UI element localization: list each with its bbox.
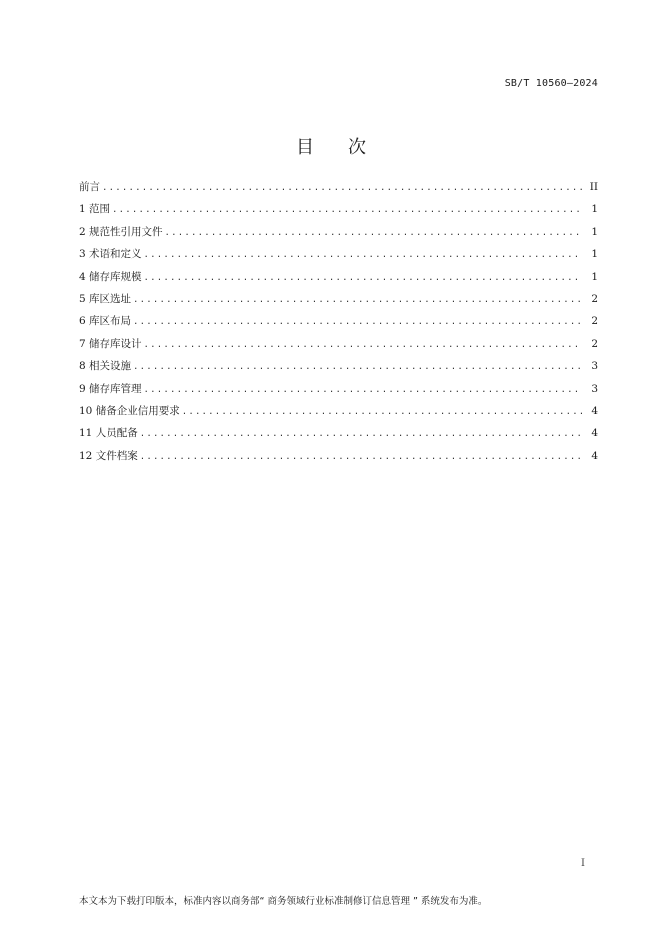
toc-entry-label: 前言 — [79, 181, 100, 193]
footer-disclaimer: 本文本为下载打印版本，标准内容以商务部“ 商务领域行业标准制修订信息管理 ” 系统发布为准。 — [79, 896, 488, 907]
dot-leader — [133, 295, 582, 305]
toc-entry-4[interactable] — [79, 269, 598, 291]
dot-leader — [144, 340, 582, 350]
document-number: SB/T 10560—2024 — [504, 78, 598, 89]
toc-entry-5[interactable] — [79, 291, 598, 313]
toc-entry-page: 2 — [591, 292, 598, 305]
dot-leader — [133, 317, 582, 327]
toc-entry-page: 1 — [591, 248, 598, 261]
dot-leader — [165, 228, 582, 238]
dot-leader — [144, 250, 582, 260]
toc-entry-label: 11 人员配备 — [79, 427, 138, 440]
toc-entry-6[interactable] — [79, 313, 598, 335]
toc-entry-page: 4 — [591, 427, 598, 440]
toc-entry-page: 2 — [591, 337, 598, 350]
toc-entry-label: 5 库区选址 — [79, 292, 132, 305]
toc-entry-page: 3 — [591, 382, 598, 395]
toc-entry-page: 1 — [591, 225, 598, 238]
toc-entry-2[interactable] — [79, 224, 598, 246]
toc-entry-page: 1 — [591, 270, 598, 283]
dot-leader — [102, 183, 582, 193]
dot-leader — [140, 429, 582, 439]
dot-leader — [144, 273, 582, 283]
toc-entry-label: 9 储存库管理 — [79, 382, 142, 395]
table-of-contents — [79, 179, 598, 470]
toc-entry-page: II — [589, 181, 598, 193]
toc-entry-foreword[interactable] — [79, 179, 598, 201]
toc-entry-label: 4 储存库规模 — [79, 270, 142, 283]
toc-entry-label: 2 规范性引用文件 — [79, 225, 163, 238]
dot-leader — [133, 362, 582, 372]
dot-leader — [144, 385, 582, 395]
toc-entry-12[interactable] — [79, 448, 598, 470]
toc-entry-label: 10 储备企业信用要求 — [79, 404, 180, 417]
dot-leader — [140, 452, 582, 462]
toc-entry-page: 3 — [591, 360, 598, 373]
page-title: 目次 — [296, 137, 400, 158]
page-number: I — [581, 858, 585, 869]
toc-entry-label: 1 范围 — [79, 203, 111, 216]
toc-entry-1[interactable] — [79, 201, 598, 223]
toc-entry-10[interactable] — [79, 403, 598, 425]
toc-entry-9[interactable] — [79, 381, 598, 403]
toc-entry-page: 1 — [591, 203, 598, 216]
toc-entry-label: 6 库区布局 — [79, 315, 132, 328]
toc-entry-label: 12 文件档案 — [79, 449, 138, 462]
toc-entry-page: 4 — [591, 449, 598, 462]
toc-entry-label: 8 相关设施 — [79, 360, 132, 373]
toc-entry-page: 2 — [591, 315, 598, 328]
dot-leader — [182, 407, 582, 417]
toc-entry-3[interactable] — [79, 246, 598, 268]
toc-entry-label: 7 储存库设计 — [79, 337, 142, 350]
toc-entry-page: 4 — [591, 404, 598, 417]
toc-entry-8[interactable] — [79, 358, 598, 380]
dot-leader — [112, 205, 582, 215]
toc-entry-11[interactable] — [79, 425, 598, 447]
toc-entry-7[interactable] — [79, 336, 598, 358]
toc-entry-label: 3 术语和定义 — [79, 248, 142, 261]
